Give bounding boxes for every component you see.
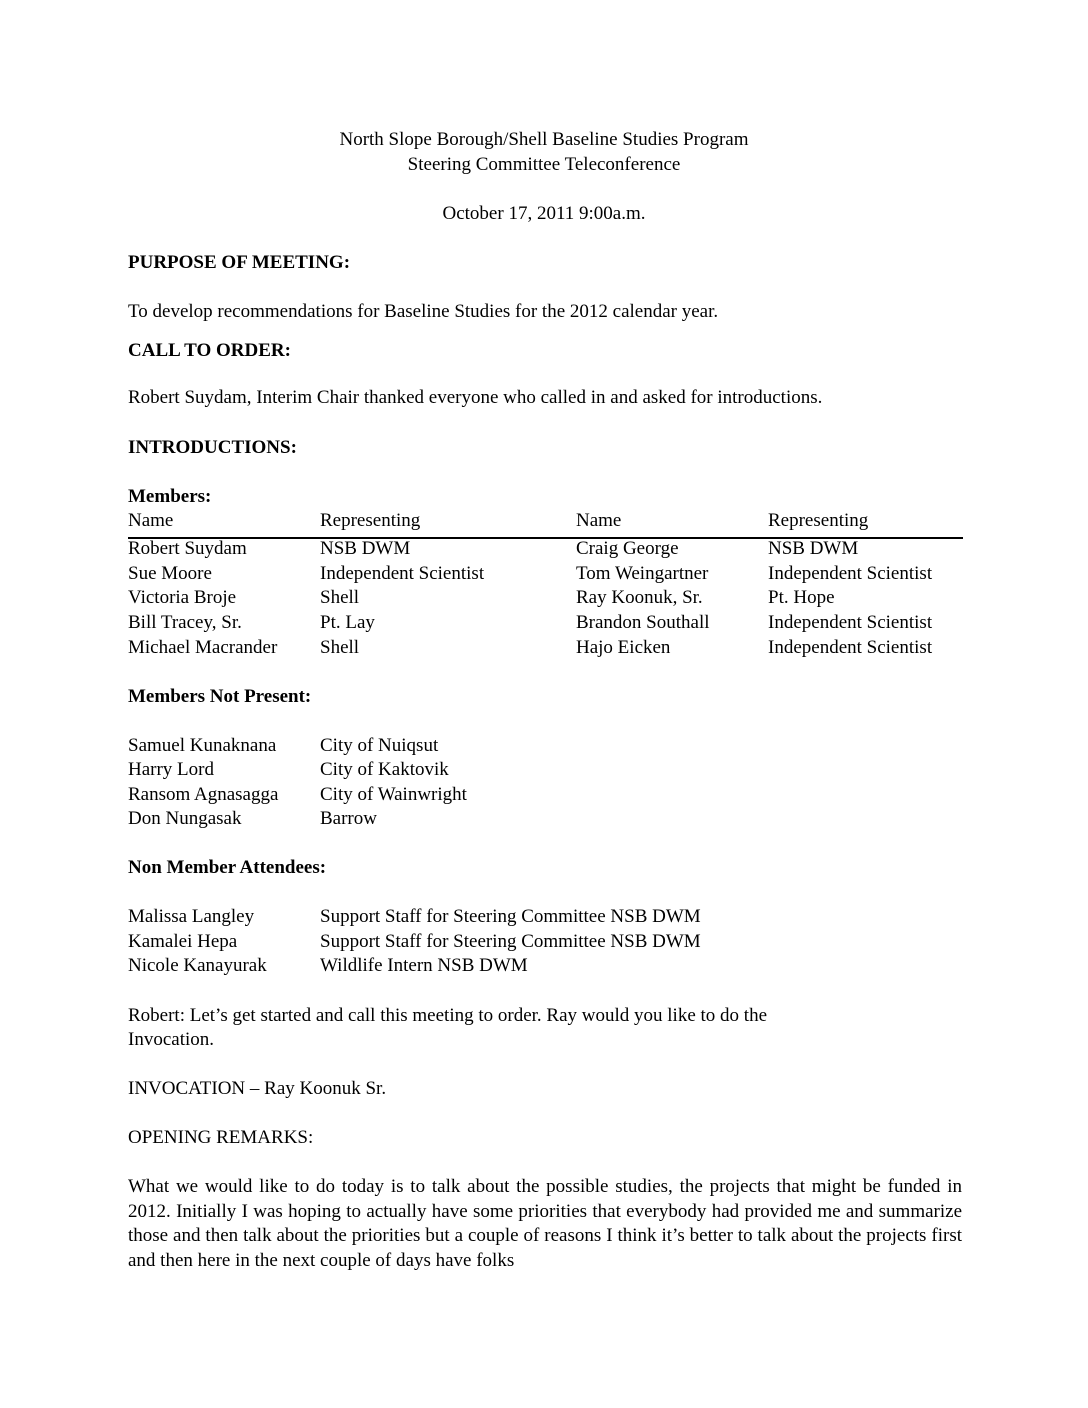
opening-remarks-text: What we would like to do today is to talk about the possible studies, the projects that might be funded in 2012. Initially I was hoping to actually have some priorities that everybody had provided me and summarize those and then talk about the priorities but a couple of reasons I think it’s better to talk about the projects first and then here in the next couple of days have folks (128, 1176, 962, 1271)
member-representing: Independent Scientist (768, 612, 933, 633)
absent-member-representing: Barrow (320, 808, 377, 829)
member-representing: Pt. Hope (768, 587, 835, 608)
member-name: Michael Macrander (128, 637, 278, 658)
member-representing: Pt. Lay (320, 612, 375, 633)
member-representing: Independent Scientist (768, 637, 933, 658)
opening-remarks-heading: OPENING REMARKS: (128, 1127, 314, 1148)
member-name: Victoria Broje (128, 587, 237, 608)
absent-member-representing: City of Wainwright (320, 784, 467, 805)
robert-statement-line-2: Invocation. (128, 1029, 215, 1050)
member-representing: Independent Scientist (768, 563, 933, 584)
attendee-role: Wildlife Intern NSB DWM (320, 955, 528, 976)
members-col-representing-1: Representing (320, 510, 421, 531)
not-present-heading: Members Not Present: (128, 686, 312, 707)
member-name: Craig George (576, 538, 679, 559)
purpose-text: To develop recommendations for Baseline Studies for the 2012 calendar year. (128, 301, 719, 322)
member-name: Robert Suydam (128, 538, 247, 559)
meeting-date: October 17, 2011 9:00a.m. (442, 203, 646, 224)
call-to-order-heading: CALL TO ORDER: (128, 340, 291, 361)
attendee-name: Malissa Langley (128, 906, 255, 927)
member-name: Bill Tracey, Sr. (128, 612, 242, 633)
attendee-role: Support Staff for Steering Committee NSB DWM (320, 931, 701, 952)
title-line-2: Steering Committee Teleconference (407, 154, 681, 175)
members-col-representing-2: Representing (768, 510, 869, 531)
title-line-1: North Slope Borough/Shell Baseline Studies Program (339, 129, 749, 150)
member-name: Ray Koonuk, Sr. (576, 587, 703, 608)
members-col-name-2: Name (576, 510, 622, 531)
member-representing: NSB DWM (320, 538, 411, 559)
member-name: Sue Moore (128, 563, 212, 584)
purpose-heading: PURPOSE OF MEETING: (128, 252, 351, 273)
member-representing: Shell (320, 637, 360, 658)
absent-member-name: Harry Lord (128, 759, 214, 780)
robert-statement-line-1: Robert: Let’s get started and call this meeting to order. Ray would you like to do the (128, 1005, 768, 1026)
members-col-name-1: Name (128, 510, 174, 531)
member-representing: Shell (320, 587, 360, 608)
members-heading: Members: (128, 486, 212, 507)
attendee-role: Support Staff for Steering Committee NSB DWM (320, 906, 701, 927)
member-name: Tom Weingartner (576, 563, 709, 584)
absent-member-name: Don Nungasak (128, 808, 242, 829)
member-name: Hajo Eicken (576, 637, 671, 658)
member-representing: NSB DWM (768, 538, 859, 559)
absent-member-representing: City of Kaktovik (320, 759, 449, 780)
member-representing: Independent Scientist (320, 563, 485, 584)
absent-member-name: Samuel Kunaknana (128, 735, 277, 756)
member-name: Brandon Southall (576, 612, 710, 633)
introductions-heading: INTRODUCTIONS: (128, 437, 297, 458)
invocation-line: INVOCATION – Ray Koonuk Sr. (128, 1078, 387, 1099)
non-members-heading: Non Member Attendees: (128, 857, 327, 878)
attendee-name: Nicole Kanayurak (128, 955, 267, 976)
absent-member-representing: City of Nuiqsut (320, 735, 439, 756)
call-to-order-text: Robert Suydam, Interim Chair thanked everyone who called in and asked for introductions. (128, 387, 823, 408)
attendee-name: Kamalei Hepa (128, 931, 238, 952)
absent-member-name: Ransom Agnasagga (128, 784, 279, 805)
